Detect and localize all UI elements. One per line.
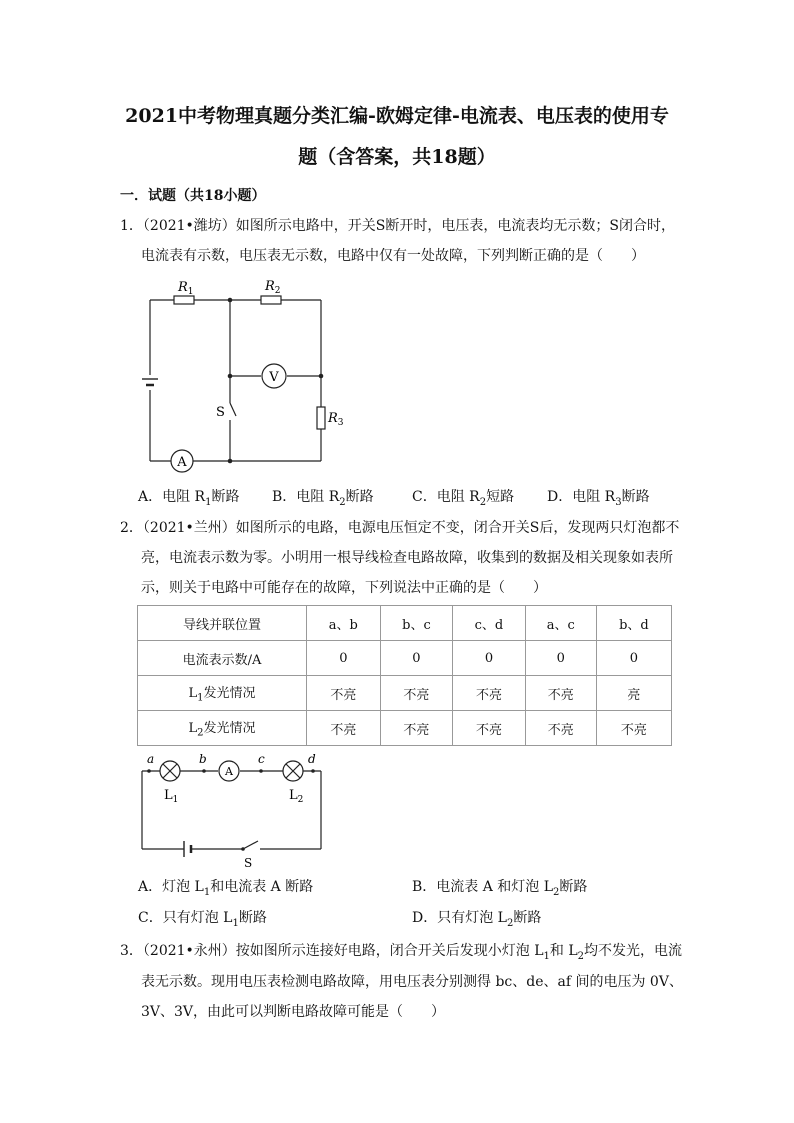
doc-title-line-2: 题（含答案，共18题） (298, 146, 496, 168)
table-header-cell: b、c (380, 606, 453, 641)
point-d-dot (311, 769, 315, 773)
r1-label: $R_1$ (178, 280, 194, 297)
table-cell: 0 (307, 641, 381, 676)
l2-label: $L_2$ (289, 788, 304, 805)
q1-option-b[interactable]: B．电阻 $R_2$断路 (272, 489, 374, 508)
point-a-label: a (147, 752, 155, 766)
q1-circuit-diagram (130, 275, 350, 475)
q3-text-line-2: 表无示数。现用电压表检测电路故障，用电压表分别测得 bc、de、af 间的电压为 0V、 (141, 974, 683, 990)
table-cell: 不亮 (453, 676, 526, 711)
table-cell: 0 (453, 641, 526, 676)
table-cell: 不亮 (525, 711, 596, 746)
table-cell: 不亮 (596, 711, 671, 746)
table-header-cell: a、c (525, 606, 596, 641)
q2-text-line-2: 亮，电流表示数为零。小明用一根导线检查电路故障，收集到的数据及相关现象如表所 (141, 550, 673, 566)
junction-dot (228, 374, 233, 379)
l1-label: $L_1$ (164, 788, 179, 805)
table-cell: 0 (380, 641, 453, 676)
r3-label: $R_3$ (328, 411, 344, 428)
q2-fault-table (137, 605, 672, 746)
table-row-label: $L_1$发光情况 (138, 676, 307, 711)
ammeter-label: A (177, 455, 187, 470)
junction-dot (319, 374, 324, 379)
resistor-r1 (174, 296, 194, 304)
voltmeter-label: V (269, 370, 279, 385)
table-row (138, 676, 672, 711)
table-cell: 不亮 (525, 676, 596, 711)
point-b-label: b (199, 752, 207, 766)
q1-text-line-2: 电流表有示数，电压表无示数，电路中仅有一处故障，下列判断正确的是（ ） (141, 248, 645, 264)
point-c-dot (259, 769, 263, 773)
point-a-dot (147, 769, 151, 773)
table-row-label: 电流表示数/A (138, 641, 307, 676)
junction-dot (228, 459, 233, 464)
point-c-label: c (258, 752, 265, 766)
point-d-label: d (308, 752, 316, 766)
q1-option-c[interactable]: C．电阻 $R_2$短路 (412, 489, 515, 508)
table-row-label: $L_2$发光情况 (138, 711, 307, 746)
q2-option-b[interactable]: B．电流表 A 和灯泡 $L_2$断路 (412, 879, 588, 898)
table-cell: 0 (525, 641, 596, 676)
q2-text-line-3: 示，则关于电路中可能存在的故障，下列说法中正确的是（ ） (141, 580, 547, 596)
q3-text-line-1: 3．（2021•永州）按如图所示连接好电路，闭合开关后发现小灯泡 $L_1$和 $L_2$均不发光，电流 (120, 943, 683, 962)
junction-dot (228, 298, 233, 303)
section-heading: 一．试题（共18小题） (120, 188, 266, 204)
q3-text-line-3: 3V、3V，由此可以判断电路故障可能是（ ） (141, 1004, 446, 1020)
point-b-dot (202, 769, 206, 773)
q2-option-c[interactable]: C．只有灯泡 $L_1$断路 (138, 910, 267, 929)
q2-option-d[interactable]: D．只有灯泡 $L_2$断路 (412, 910, 542, 929)
r2-label: $R_2$ (265, 279, 281, 296)
resistor-r3 (317, 407, 325, 429)
table-cell: 不亮 (307, 711, 381, 746)
switch-label: S (244, 856, 253, 870)
q1-text-line-1: 1．（2021•潍坊）如图所示电路中，开关S断开时，电压表，电流表均无示数；S闭合时， (120, 218, 675, 234)
table-cell: 0 (596, 641, 671, 676)
table-cell: 不亮 (380, 711, 453, 746)
q1-option-d[interactable]: D．电阻 $R_3$断路 (547, 489, 650, 508)
q1-option-a[interactable]: A．电阻 $R_1$断路 (138, 489, 240, 508)
ammeter-label: A (225, 765, 233, 778)
table-cell: 亮 (596, 676, 671, 711)
table-row (138, 711, 672, 746)
table-row (138, 641, 672, 676)
table-cell: 不亮 (307, 676, 381, 711)
table-cell: 不亮 (453, 711, 526, 746)
resistor-r2 (261, 296, 281, 304)
q2-circuit-diagram (130, 750, 340, 875)
switch-contact-dot (241, 847, 245, 851)
table-header-cell: a、b (307, 606, 381, 641)
table-header-cell: 导线并联位置 (138, 606, 307, 641)
q2-text-line-1: 2．（2021•兰州）如图所示的电路，电源电压恒定不变，闭合开关S后，发现两只灯泡都不 (120, 520, 680, 536)
q2-option-a[interactable]: A．灯泡 $L_1$和电流表 A 断路 (138, 879, 314, 898)
doc-title-line-1: 2021中考物理真题分类汇编-欧姆定律-电流表、电压表的使用专 (125, 105, 669, 127)
table-header-cell: b、d (596, 606, 671, 641)
table-header-cell: c、d (453, 606, 526, 641)
switch-label: S (216, 405, 225, 420)
table-cell: 不亮 (380, 676, 453, 711)
table-row (138, 606, 672, 641)
